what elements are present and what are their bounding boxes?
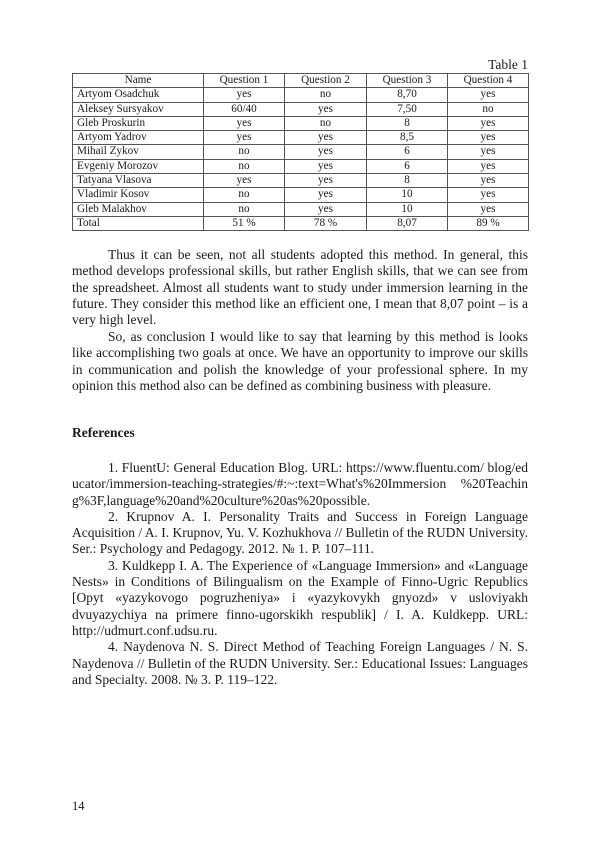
cell-q2: no bbox=[285, 88, 367, 102]
cell-q3: 7,50 bbox=[367, 102, 448, 116]
table-row bbox=[73, 174, 529, 188]
cell-q2: yes bbox=[285, 131, 367, 145]
cell-q4: yes bbox=[448, 202, 529, 216]
cell-name: Mihail Zykov bbox=[73, 145, 204, 159]
cell-q4: 89 % bbox=[448, 216, 529, 230]
cell-q4: yes bbox=[448, 145, 529, 159]
cell-q1: 60/40 bbox=[204, 102, 285, 116]
references-list bbox=[72, 460, 528, 688]
cell-q2: yes bbox=[285, 102, 367, 116]
cell-q1: no bbox=[204, 145, 285, 159]
cell-q4: yes bbox=[448, 159, 529, 173]
cell-q2: 78 % bbox=[285, 216, 367, 230]
table-row bbox=[73, 116, 529, 130]
cell-q4: yes bbox=[448, 188, 529, 202]
cell-q2: no bbox=[285, 116, 367, 130]
cell-q3: 10 bbox=[367, 202, 448, 216]
cell-q4: yes bbox=[448, 174, 529, 188]
cell-q1: no bbox=[204, 188, 285, 202]
header-question-3: Question 3 bbox=[367, 74, 448, 88]
cell-q1: no bbox=[204, 202, 285, 216]
cell-q4: yes bbox=[448, 131, 529, 145]
cell-name: Artyom Yadrov bbox=[73, 131, 204, 145]
table-total-row bbox=[73, 216, 529, 230]
header-question-2: Question 2 bbox=[285, 74, 367, 88]
cell-name: Evgeniy Morozov bbox=[73, 159, 204, 173]
paragraph-text: Thus it can be seen, not all students adopted this method. In general, this method develops professional skills, but rather English skills, that we can see from the spreadsheet. Almost all students want to study under immersion learning in the future. They consider this method like an efficient one, I mean that 8,07 point – is a very high level. bbox=[72, 247, 528, 328]
cell-q3: 6 bbox=[367, 159, 448, 173]
cell-name: Aleksey Sursyakov bbox=[73, 102, 204, 116]
cell-q1: yes bbox=[204, 174, 285, 188]
reference-item: 2. Krupnov A. I. Personality Traits and Success in Foreign Language Acquisition / A. I. Krupnov, Yu. V. Kozhukhova // Bulletin of the RUDN University. Ser.: Psychology and Pedagogy. 2012. № 1. P. 107–111. bbox=[72, 508, 528, 557]
cell-q3: 8,07 bbox=[367, 216, 448, 230]
cell-name: Vladimir Kosov bbox=[73, 188, 204, 202]
table-header-row bbox=[73, 74, 529, 88]
cell-q4: yes bbox=[448, 116, 529, 130]
reference-item: 4. Naydenova N. S. Direct Method of Teaching Foreign Languages / N. S. Naydenova // Bulletin of the RUDN University. Ser.: Educational Issues: Languages and Specialty. 2008. № 3. P. 119–122. bbox=[72, 639, 528, 687]
table-row bbox=[73, 131, 529, 145]
cell-q2: yes bbox=[285, 159, 367, 173]
cell-q3: 8,70 bbox=[367, 88, 448, 102]
header-name: Name bbox=[73, 74, 204, 88]
header-question-1: Question 1 bbox=[204, 74, 285, 88]
cell-q3: 6 bbox=[367, 145, 448, 159]
body-paragraph-1 bbox=[72, 247, 528, 328]
cell-q1: 51 % bbox=[204, 216, 285, 230]
cell-name: Tatyana Vlasova bbox=[73, 174, 204, 188]
table-row bbox=[73, 188, 529, 202]
page-number: 14 bbox=[72, 799, 85, 813]
survey-results-table bbox=[72, 73, 529, 231]
table-row bbox=[73, 145, 529, 159]
cell-q1: yes bbox=[204, 116, 285, 130]
cell-q3: 10 bbox=[367, 188, 448, 202]
table-row bbox=[73, 88, 529, 102]
cell-q1: no bbox=[204, 159, 285, 173]
table-row bbox=[73, 159, 529, 173]
cell-q3: 8 bbox=[367, 174, 448, 188]
table-row bbox=[73, 202, 529, 216]
cell-name: Artyom Osadchuk bbox=[73, 88, 204, 102]
cell-q2: yes bbox=[285, 188, 367, 202]
cell-name: Total bbox=[73, 216, 204, 230]
paragraph-text: So, as conclusion I would like to say that learning by this method is looks like accomplishing two goals at once. We have an opportunity to improve our skills in communication and polish the knowledge of your professional sphere. In my opinion this method also can be defined as combining business with pleasure. bbox=[72, 329, 528, 393]
header-question-4: Question 4 bbox=[448, 74, 529, 88]
table-row bbox=[73, 102, 529, 116]
cell-q2: yes bbox=[285, 174, 367, 188]
cell-q2: yes bbox=[285, 202, 367, 216]
cell-q4: no bbox=[448, 102, 529, 116]
cell-name: Gleb Malakhov bbox=[73, 202, 204, 216]
body-paragraph-2 bbox=[72, 329, 528, 394]
cell-q3: 8,5 bbox=[367, 131, 448, 145]
cell-q1: yes bbox=[204, 131, 285, 145]
cell-q2: yes bbox=[285, 145, 367, 159]
cell-q4: yes bbox=[448, 88, 529, 102]
table-caption: Table 1 bbox=[488, 57, 528, 72]
reference-item: 3. Kuldkepp I. A. The Experience of «Language Immersion» and «Language Nests» in Conditions of Bilingualism on the Example of Finno-Ugric Republics [Opyt «yazykovogo pogruzheniya» i «yazykovykh gnyozd» v usloviyakh dvuyazychiya na primere finno-ugorskikh respublik] / I. A. Kuldkepp. URL: http://udmurt.conf.udsu.ru. bbox=[72, 557, 528, 638]
reference-item: 1. FluentU: General Education Blog. URL: https://www.fluentu.com/ blog/educator/immersion-teaching-strategies/#:~:text=What's%20Immersion %20Teaching%3F,language%20and%20culture%20as%20possible. bbox=[72, 460, 528, 508]
cell-q3: 8 bbox=[367, 116, 448, 130]
cell-name: Gleb Proskurin bbox=[73, 116, 204, 130]
references-heading: References bbox=[72, 425, 135, 440]
cell-q1: yes bbox=[204, 88, 285, 102]
